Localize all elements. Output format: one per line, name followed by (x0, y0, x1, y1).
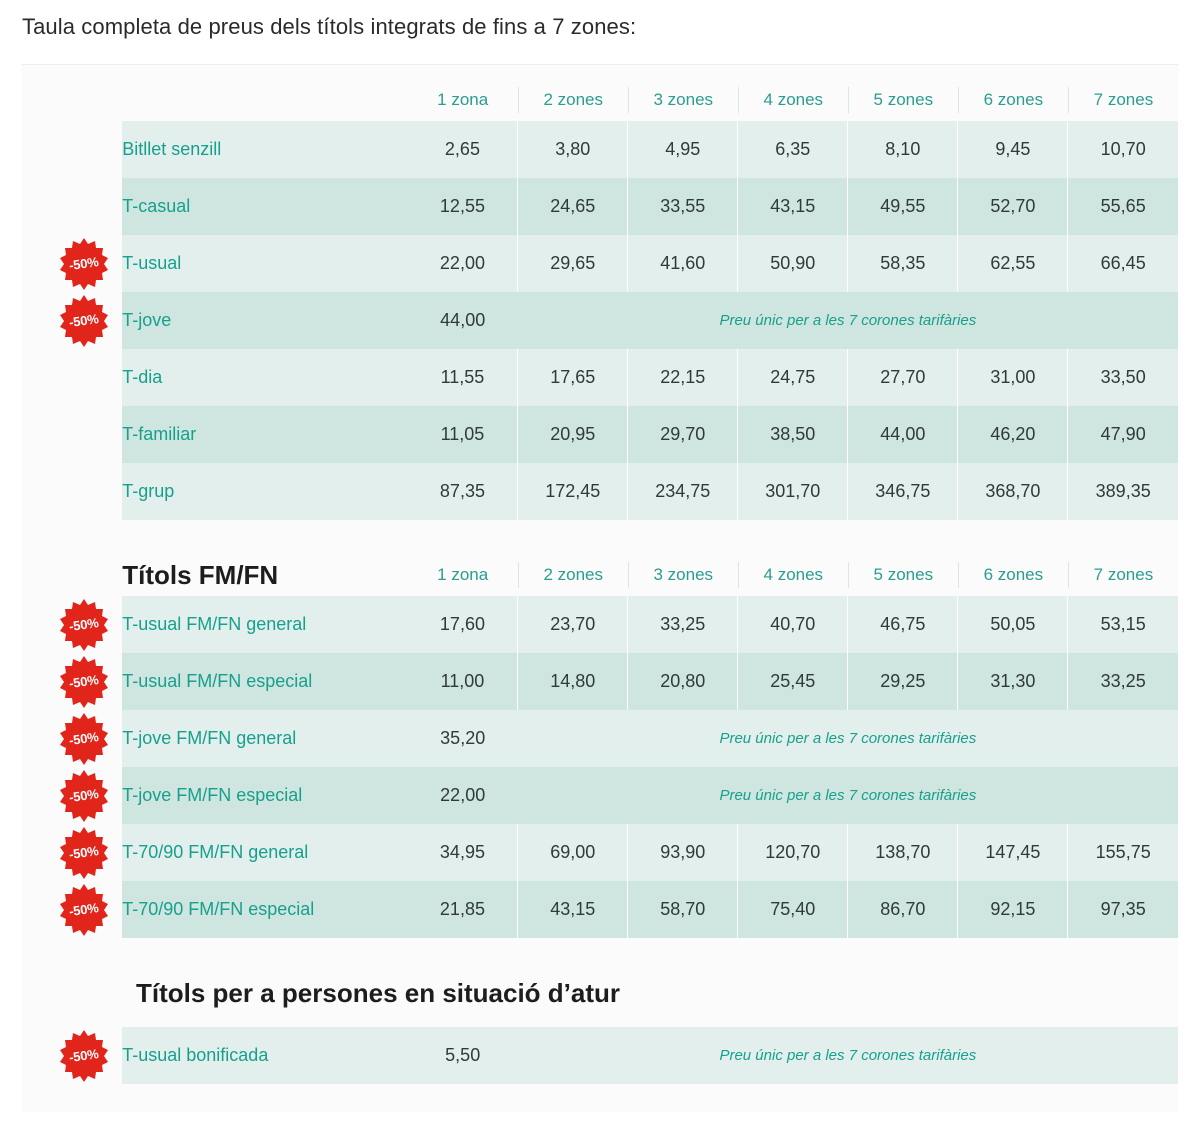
unique-price-note: Preu únic per a les 7 corones tarifàries (518, 767, 1178, 824)
badge-cell (22, 1027, 122, 1084)
price-cell: 4,95 (628, 121, 738, 178)
ticket-name: T-jove FM/FN especial (122, 767, 407, 824)
price-cell: 120,70 (738, 824, 848, 881)
ticket-name: Bitllet senzill (122, 121, 407, 178)
price-cell: 155,75 (1068, 824, 1178, 881)
price-cell: 138,70 (848, 824, 958, 881)
price-cell: 14,80 (518, 653, 628, 710)
price-cell: 86,70 (848, 881, 958, 938)
zone-header-row-1 (22, 79, 1178, 121)
ticket-name: T-jove (122, 292, 407, 349)
badge-cell (22, 406, 122, 463)
badge-cell (22, 292, 122, 349)
ticket-name: T-usual FM/FN especial (122, 653, 407, 710)
price-cell: 33,25 (628, 596, 738, 653)
badge-cell (22, 121, 122, 178)
price-cell: 234,75 (628, 463, 738, 520)
price-cell: 75,40 (738, 881, 848, 938)
section-fm-fn (22, 554, 1178, 938)
table-row (22, 292, 1178, 349)
ticket-name: T-familiar (122, 406, 407, 463)
spacer-cell (22, 554, 122, 596)
price-cell: 93,90 (628, 824, 738, 881)
price-cell: 10,70 (1068, 121, 1178, 178)
table-row (22, 767, 1178, 824)
badge-cell (22, 710, 122, 767)
price-cell: 66,45 (1068, 235, 1178, 292)
zone-header-label: 1 zona (437, 90, 489, 109)
zone-header-label: 6 zones (958, 562, 1068, 588)
zone-header-label: 2 zones (518, 562, 628, 588)
price-cell: 52,70 (958, 178, 1068, 235)
price-cell: 55,65 (1068, 178, 1178, 235)
discount-starburst-icon (57, 712, 111, 766)
ticket-name: T-grup (122, 463, 407, 520)
price-cell: 43,15 (518, 881, 628, 938)
price-cell: 38,50 (738, 406, 848, 463)
badge-cell (22, 178, 122, 235)
price-cell: 41,60 (628, 235, 738, 292)
zone-header-label: 4 zones (738, 562, 848, 588)
price-cell: 11,05 (408, 406, 518, 463)
badge-cell (22, 767, 122, 824)
price-cell: 43,15 (738, 178, 848, 235)
price-cell: 50,05 (958, 596, 1068, 653)
discount-label: -50% (68, 254, 100, 273)
page-title: Taula completa de preus dels títols integrats de fins a 7 zones: (22, 14, 637, 39)
price-cell: 58,35 (848, 235, 958, 292)
ticket-name: T-70/90 FM/FN especial (122, 881, 407, 938)
table-atur-titles (22, 1027, 1178, 1084)
badge-cell (22, 653, 122, 710)
price-cell: 69,00 (518, 824, 628, 881)
discount-starburst-icon (57, 598, 111, 652)
zone-header-label: 7 zones (1068, 87, 1178, 113)
ticket-name: T-70/90 FM/FN general (122, 824, 407, 881)
table-row (22, 178, 1178, 235)
discount-label: -50% (68, 843, 100, 862)
price-cell: 20,95 (518, 406, 628, 463)
discount-label: -50% (68, 672, 100, 691)
price-cell: 31,00 (958, 349, 1068, 406)
price-cell: 301,70 (738, 463, 848, 520)
price-cell: 62,55 (958, 235, 1068, 292)
price-cell: 24,65 (518, 178, 628, 235)
price-cell: 49,55 (848, 178, 958, 235)
price-cell: 44,00 (848, 406, 958, 463)
table-row (22, 653, 1178, 710)
table-integrated-titles (22, 79, 1178, 520)
price-cell: 33,25 (1068, 653, 1178, 710)
price-cell: 29,70 (628, 406, 738, 463)
price-cell: 31,30 (958, 653, 1068, 710)
table-row (22, 710, 1178, 767)
price-cell: 147,45 (958, 824, 1068, 881)
price-cell: 33,50 (1068, 349, 1178, 406)
section-title: Títols FM/FN (122, 559, 279, 590)
table-row (22, 1027, 1178, 1084)
ticket-name: T-usual (122, 235, 407, 292)
badge-cell (22, 235, 122, 292)
price-cell: 6,35 (738, 121, 848, 178)
price-cell: 22,00 (408, 767, 518, 824)
discount-starburst-icon (57, 655, 111, 709)
price-cell: 12,55 (408, 178, 518, 235)
price-cell: 3,80 (518, 121, 628, 178)
discount-label: -50% (68, 786, 100, 805)
price-cell: 33,55 (628, 178, 738, 235)
discount-label: -50% (68, 615, 100, 634)
price-table-panel (22, 64, 1178, 1112)
price-cell: 20,80 (628, 653, 738, 710)
price-cell: 25,45 (738, 653, 848, 710)
spacer-cell (122, 79, 407, 121)
price-cell: 11,00 (408, 653, 518, 710)
ticket-name: T-usual bonificada (122, 1027, 407, 1084)
table-fm-fn-titles (22, 554, 1178, 938)
zone-header-label: 5 zones (848, 87, 958, 113)
zone-header-label: 4 zones (738, 87, 848, 113)
unique-price-note: Preu únic per a les 7 corones tarifàries (518, 1027, 1178, 1084)
table-row (22, 881, 1178, 938)
ticket-name: T-casual (122, 178, 407, 235)
discount-label: -50% (68, 311, 100, 330)
discount-starburst-icon (57, 769, 111, 823)
badge-cell (22, 596, 122, 653)
price-cell: 21,85 (408, 881, 518, 938)
price-cell: 29,65 (518, 235, 628, 292)
table-row (22, 463, 1178, 520)
price-cell: 5,50 (408, 1027, 518, 1084)
discount-starburst-icon (57, 883, 111, 937)
price-cell: 58,70 (628, 881, 738, 938)
price-cell: 8,10 (848, 121, 958, 178)
zone-header-label: 3 zones (628, 87, 738, 113)
price-cell: 9,45 (958, 121, 1068, 178)
zone-header-row-2 (22, 554, 1178, 596)
price-cell: 92,15 (958, 881, 1068, 938)
unique-price-note: Preu únic per a les 7 corones tarifàries (518, 292, 1178, 349)
ticket-name: T-dia (122, 349, 407, 406)
badge-cell (22, 463, 122, 520)
discount-starburst-icon (57, 294, 111, 348)
table-row (22, 596, 1178, 653)
badge-cell (22, 349, 122, 406)
price-cell: 22,15 (628, 349, 738, 406)
price-cell: 172,45 (518, 463, 628, 520)
price-cell: 34,95 (408, 824, 518, 881)
badge-cell (22, 881, 122, 938)
unique-price-note: Preu únic per a les 7 corones tarifàries (518, 710, 1178, 767)
price-cell: 27,70 (848, 349, 958, 406)
price-cell: 40,70 (738, 596, 848, 653)
discount-label: -50% (68, 729, 100, 748)
price-cell: 87,35 (408, 463, 518, 520)
badge-cell (22, 824, 122, 881)
price-cell: 47,90 (1068, 406, 1178, 463)
price-cell: 389,35 (1068, 463, 1178, 520)
price-cell: 53,15 (1068, 596, 1178, 653)
price-cell: 29,25 (848, 653, 958, 710)
price-cell: 97,35 (1068, 881, 1178, 938)
price-cell: 2,65 (408, 121, 518, 178)
discount-starburst-icon (57, 826, 111, 880)
discount-starburst-icon (57, 237, 111, 291)
discount-label: -50% (68, 1046, 100, 1065)
zone-header-label: 7 zones (1068, 562, 1178, 588)
price-cell: 44,00 (408, 292, 518, 349)
price-cell: 17,65 (518, 349, 628, 406)
table-row (22, 824, 1178, 881)
zone-header-label: 5 zones (848, 562, 958, 588)
spacer-cell (22, 79, 122, 121)
section-title: Títols per a persones en situació d’atur (136, 978, 621, 1008)
price-cell: 46,75 (848, 596, 958, 653)
price-cell: 22,00 (408, 235, 518, 292)
zone-header-label: 3 zones (628, 562, 738, 588)
discount-starburst-icon (57, 1029, 111, 1083)
section-atur (22, 978, 1178, 1084)
price-cell: 368,70 (958, 463, 1068, 520)
table-row (22, 121, 1178, 178)
table-row (22, 235, 1178, 292)
price-cell: 50,90 (738, 235, 848, 292)
price-cell: 46,20 (958, 406, 1068, 463)
price-cell: 23,70 (518, 596, 628, 653)
zone-header-label: 6 zones (958, 87, 1068, 113)
table-row (22, 349, 1178, 406)
ticket-name: T-usual FM/FN general (122, 596, 407, 653)
ticket-name: T-jove FM/FN general (122, 710, 407, 767)
price-cell: 17,60 (408, 596, 518, 653)
zone-header-label: 1 zona (437, 565, 489, 584)
price-cell: 11,55 (408, 349, 518, 406)
price-cell: 24,75 (738, 349, 848, 406)
price-cell: 35,20 (408, 710, 518, 767)
table-row (22, 406, 1178, 463)
zone-header-label: 2 zones (518, 87, 628, 113)
price-cell: 346,75 (848, 463, 958, 520)
discount-label: -50% (68, 900, 100, 919)
